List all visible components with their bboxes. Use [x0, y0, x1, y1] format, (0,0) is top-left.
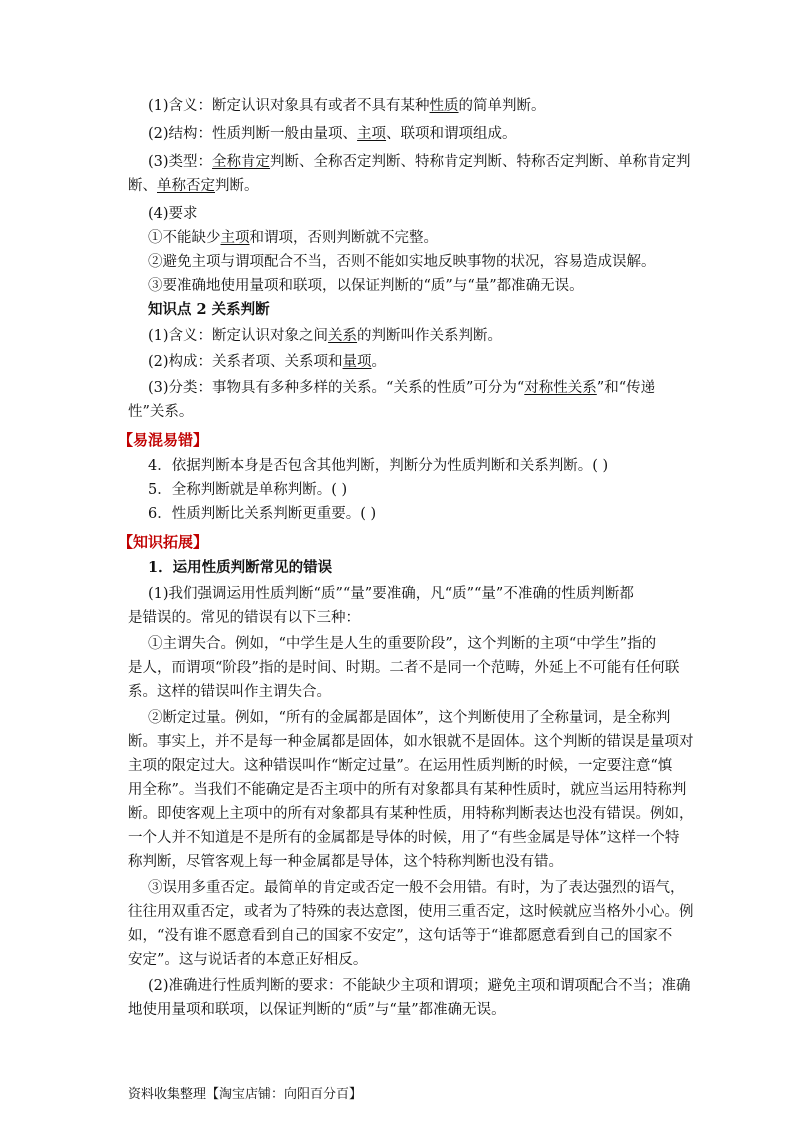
text: 断、 [128, 178, 157, 194]
text: (1)含义：断定认识对象具有或者不具有某种 [148, 98, 430, 114]
text: (2)构成：关系者项、关系项和 [148, 354, 343, 370]
subheading: 1．运用性质判断常见的错误 [148, 559, 333, 576]
para-line: 往往用双重否定，或者为了特殊的表达意图，使用三重否定，这时候就应当格外小心。例 [128, 904, 694, 920]
text: (1)含义：断定认识对象之间 [148, 328, 329, 344]
underlined-answer: 关系 [328, 328, 358, 344]
text: (2)结构：性质判断一般由量项、 [148, 126, 358, 142]
underlined-answer: 量项 [342, 354, 372, 370]
text: 和谓项，否则判断就不完整。 [249, 230, 438, 246]
para-line: 主项的限定过大。这种错误叫作“断定过量”。在运用性质判断的时候，一定要注意“慎 [128, 758, 673, 774]
s1-line-4 [128, 176, 259, 196]
text: 判断、全称否定判断、特称肯定判断、特称否定判断、单称肯定判 [270, 154, 691, 170]
question-5: 5．全称判断就是单称判断。( ) [148, 482, 348, 498]
s1-line-8: ③要准确地使用量项和联项，以保证判断的“质”与“量”都准确无误。 [148, 278, 584, 294]
s1-line-3 [148, 152, 691, 172]
section-heading-red: 【易混易错】 [118, 431, 209, 449]
underlined-answer: 对称性关系 [524, 380, 597, 396]
s1-line-7: ②避免主项与谓项配合不当，否则不能如实地反映事物的状况，容易造成误解。 [148, 254, 656, 270]
text: (3)类型： [148, 154, 213, 170]
text: 的简单判断。 [458, 98, 546, 114]
text: (3)分类：事物具有多种多样的关系。“关系的性质”可分为“ [148, 380, 525, 396]
s1-line-6 [148, 228, 438, 248]
para-line: 称判断，尽管客观上每一种金属都是导体，这个特称判断也没有错。 [128, 854, 563, 870]
para-line: 用全称”。当我们不能确定是否主项中的所有对象都具有某种性质时，就应当运用特称判 [128, 782, 687, 798]
s1-line-1 [148, 96, 546, 116]
text: 。 [371, 354, 387, 370]
s2-line-2 [148, 352, 386, 372]
text: 、联项和谓项组成。 [386, 126, 517, 142]
underlined-answer: 主项 [220, 230, 250, 246]
text: ①不能缺少 [148, 230, 221, 246]
s1-line-5: (4)要求 [148, 206, 198, 222]
s2-line-3 [148, 378, 655, 398]
para-line: 安定”。这与说话者的本意正好相反。 [128, 952, 368, 968]
para-line: 一个人并不知道是不是所有的金属都是导体的时候，用了“有些金属是导体”这样一个特 [128, 830, 680, 846]
para-line: 系。这样的错误叫作主谓失合。 [128, 684, 331, 700]
footer-note: 资料收集整理【淘宝店铺：向阳百分百】 [128, 1087, 363, 1102]
s2-line-1 [148, 326, 502, 346]
para-line: 是人，而谓项“阶段”指的是时间、时期。二者不是同一个范畴，外延上不可能有任何联 [128, 660, 680, 676]
para-line: 地使用量项和联项，以保证判断的“质”与“量”都准确无误。 [128, 1002, 506, 1018]
para-line: ③误用多重否定。最简单的肯定或否定一般不会用错。有时，为了表达强烈的语气， [148, 880, 685, 896]
underlined-answer: 性质 [429, 98, 459, 114]
underlined-answer: 单称否定 [157, 178, 215, 194]
para-line: (2)准确进行性质判断的要求：不能缺少主项和谓项；避免主项和谓项配合不当；准确 [148, 978, 691, 994]
question-4: 4．依据判断本身是否包含其他判断，判断分为性质判断和关系判断。( ) [148, 458, 609, 474]
underlined-answer: 主项 [357, 126, 387, 142]
section-heading-red: 【知识拓展】 [118, 533, 209, 551]
text: 判断。 [215, 178, 259, 194]
para-line: 是错误的。常见的错误有以下三种： [128, 610, 360, 626]
para-line: (1)我们强调运用性质判断“质”“量”要准确，凡“质”“量”不准确的性质判断都 [148, 586, 634, 602]
para-line: ①主谓失合。例如，“中学生是人生的重要阶段”，这个判断的主项“中学生”指的 [148, 636, 657, 652]
text: ”和“传递 [596, 380, 656, 396]
para-line: 断。事实上，并不是每一种金属都是固体，如水银就不是固体。这个判断的错误是量项对 [128, 734, 694, 750]
underlined-answer: 全称肯定 [212, 154, 271, 170]
section-heading: 知识点 2 关系判断 [148, 301, 270, 318]
para-line: 断。即使客观上主项中的所有对象都具有某种性质，用特称判断表达也没有错误。例如， [128, 806, 694, 822]
para-line: 如，“没有谁不愿意看到自己的国家不安定”，这句话等于“谁都愿意看到自己的国家不 [128, 928, 673, 944]
text: 的判断叫作关系判断。 [357, 328, 503, 344]
s2-line-4: 性”关系。 [128, 404, 194, 420]
s1-line-2 [148, 124, 517, 144]
question-6: 6．性质判断比关系判断更重要。( ) [148, 506, 377, 522]
para-line: ②断定过量。例如，“所有的金属都是固体”，这个判断使用了全称量词，是全称判 [148, 710, 671, 726]
